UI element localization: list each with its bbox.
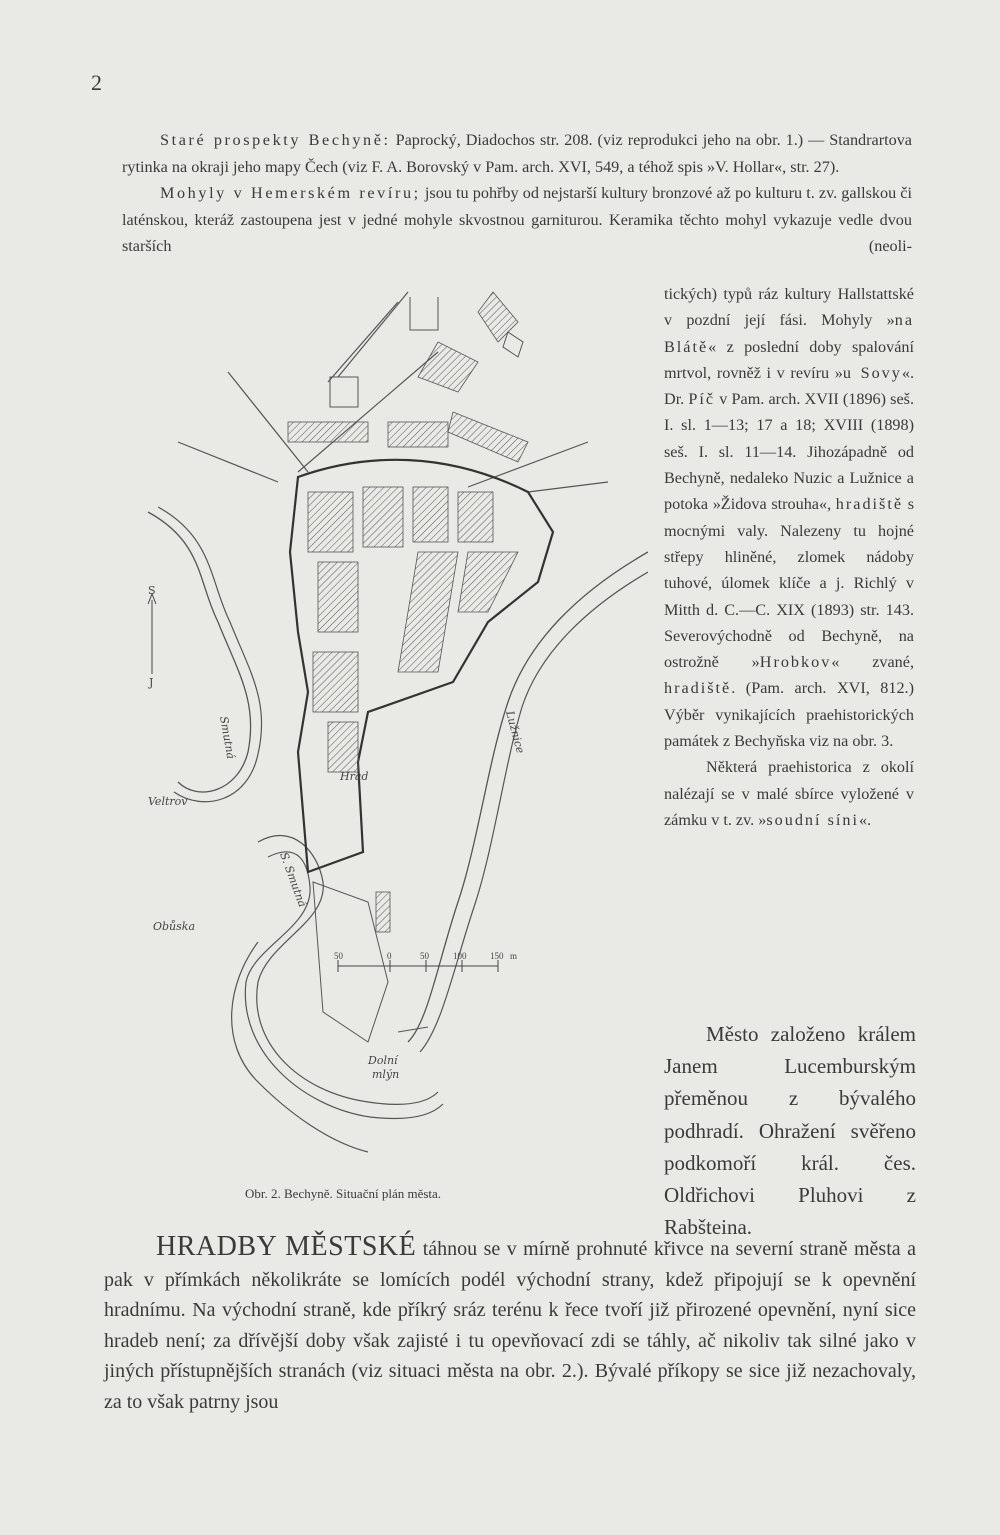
town-plan-figure	[108, 282, 648, 1207]
town-founding-paragraph: Město založeno králem Janem Lucemburským přeměnou z bývalého podhradí. Ohražení svěřeno podkomoří král. čes. Oldřichovi Pluhovi z Rabšteina.	[664, 1022, 916, 1240]
label-castle: Hrad	[340, 770, 369, 783]
section-heading: HRADBY MĚSTSKÉ	[156, 1231, 417, 1262]
label-smutna-1: Smutná	[217, 715, 238, 760]
text-prospects: Paprocký, Diadochos str. 208. (viz reprodukci jeho na obr. 1.) — Standrartova rytinka na okraji jeho mapy Čech (viz F. A. Borovský v Pam. arch. XVI, 549, a téhož spis »V. Hollar«, str. 27).	[122, 131, 912, 176]
lead-prospects: Staré prospekty Bechyně:	[160, 131, 391, 149]
side-paragraph-1	[664, 281, 914, 754]
side-text-run: v Pam. arch. XVII (1896) seš. I. sl. 1—13; 17 a 18; XVIII (1898) seš. I. sl. 11—14. Jihozápadně od Bechyně, nedaleko Nuzic a Lužnice a potoka »Židova strouha«,	[664, 390, 915, 514]
text-mounds: jsou tu pohřby od nejstarší kultury bronzové až po kulturu t. zv. gallskou či laténskou, kteráž zastoupena jest v jedné mohyle skvostnou garniturou. Keramika těchto mohyl vykazuje vedle dvou starších (neoli-	[122, 184, 912, 255]
side-paragraph-2	[664, 754, 914, 833]
label-mill-1: Dolní	[368, 1054, 398, 1067]
side-text-spaced: na Blátě	[664, 311, 914, 356]
side-text-spaced: soudní síni	[766, 810, 859, 829]
scale-tick-4: 100	[453, 951, 467, 961]
label-mill-2: mlýn	[372, 1068, 400, 1081]
label-smutna-2: S. Smutná	[277, 850, 309, 909]
compass-south: J	[149, 676, 154, 689]
side-text-spaced: hradiště	[835, 495, 904, 514]
side-text-run: «. Dr.	[664, 363, 914, 409]
town-plan-map	[108, 282, 648, 1207]
scale-tick-2: 0	[387, 951, 392, 961]
scale-tick-3: 50	[420, 951, 429, 961]
side-text-run: «.	[858, 810, 872, 829]
scale-bar	[338, 960, 498, 972]
town-walls-text: táhnou se v mírně prohnuté křivce na severní straně města a pak v přímkách několikráte se lomících podél východní strany, kdež připojují se k opevnění hradnímu. Na východní straně, kde příkrý sráz terénu k řece tvoří již přirozené opevnění, nyní sice hradeb není; za dřívější doby však zajisté i tu opevňovací zdi se táhly, ač nikoliv tak silné jako v jiných přístupnějších stranách (viz situaci města na obr. 2.). Bývalé příkopy se sice již nezachovaly, za to však patrny jsou	[104, 1238, 916, 1413]
page-number: 2	[91, 70, 102, 95]
side-text-run: . (Pam. arch. XVI, 812.) Výběr vynikajících praehistorických památek z Bechyňska viz na obr. 3.	[664, 679, 914, 751]
scale-tick-1: 50	[334, 951, 343, 961]
paragraph-mounds	[122, 180, 912, 260]
scale-unit: m	[510, 951, 518, 961]
town-walls-paragraph	[104, 1232, 916, 1418]
side-text-spaced: hradiště	[664, 679, 732, 698]
side-text-spaced: u Sovy	[842, 363, 902, 382]
side-text-run: tických) typů ráz kultury Hallstattské v pozdní její fási. Mohyly »	[664, 285, 914, 330]
label-luznice: Lužnice	[503, 709, 527, 755]
lead-mounds: Mohyly v Hemerském revíru;	[160, 184, 421, 202]
side-text-run: « z poslední doby spalování mrtvol, rovněž i v revíru »	[664, 337, 914, 382]
compass-icon	[148, 594, 156, 674]
side-column-text	[664, 281, 914, 833]
scale-tick-5: 150	[490, 951, 504, 961]
compass-north: S	[148, 584, 156, 597]
paragraph-prospects	[122, 127, 912, 180]
side-text-spaced: Píč	[688, 390, 716, 409]
side-text-run: Některá praehistorica z okolí nalézají se v malé sbírce vyložené v zámku v t. zv. »	[664, 758, 914, 829]
figure-caption: Obr. 2. Bechyně. Situační plán města.	[245, 1186, 442, 1201]
label-obuska: Obůska	[153, 920, 196, 933]
intro-text	[122, 127, 912, 260]
side-text-run: s mocnými valy. Nalezeny tu hojné střepy hliněné, zlomek nádoby tuhové, úlomek klíče a j. Richlý v Mitth d. C.—C. XIX (1893) str. 143. Severovýchodně od Bechyně, na ostrožně »	[664, 495, 914, 672]
label-veltrov: Veltrov	[148, 795, 188, 808]
side-text-run: « zvané,	[831, 653, 914, 672]
town-walls-section	[104, 1232, 916, 1418]
side-text-spaced: Hrobkov	[759, 653, 832, 672]
town-founding-text	[664, 1018, 916, 1243]
